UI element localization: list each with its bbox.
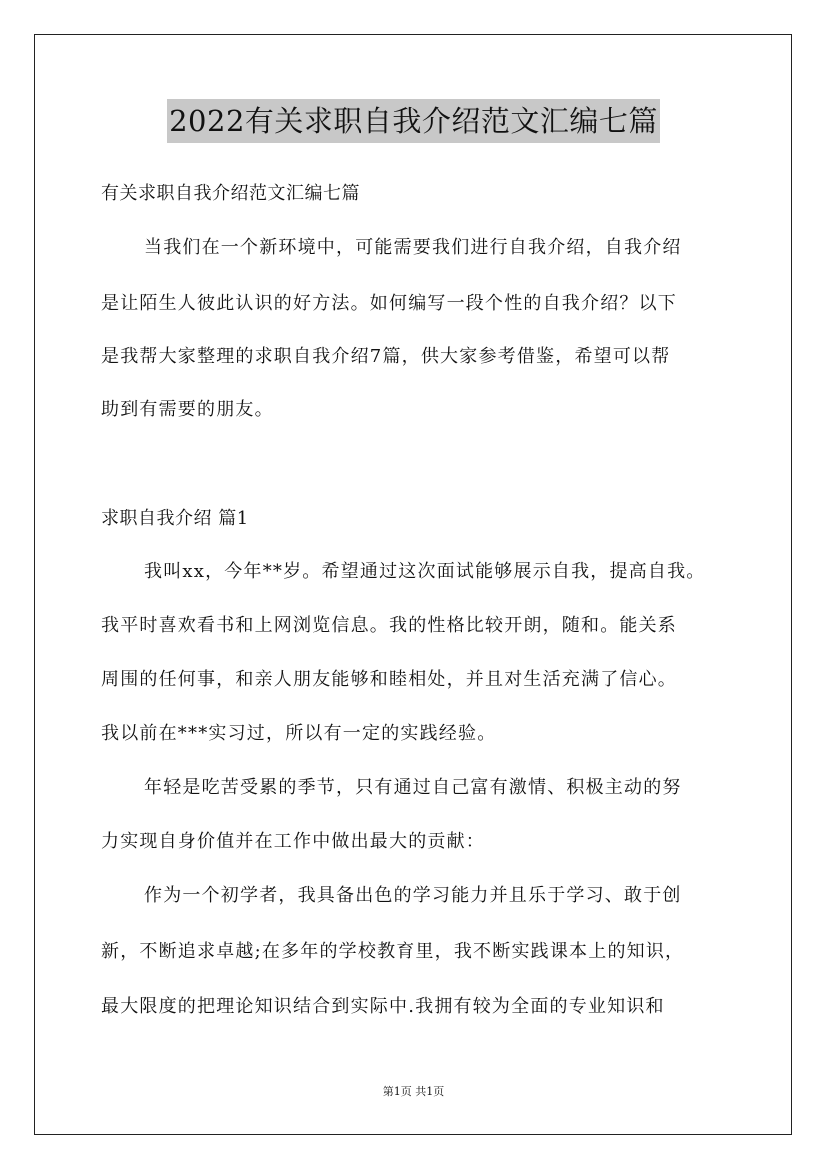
body-line: 周围的任何事，和亲人朋友能够和睦相处，并且对生活充满了信心。 xyxy=(101,669,677,690)
body-line-text: 我叫xx，今年**岁。希望通过这次面试能够展示自我，提高自我。 xyxy=(144,561,706,582)
intro-line-text: 当我们在一个新环境中，可能需要我们进行自我介绍，自我介绍 xyxy=(144,237,682,258)
section-heading: 求职自我介绍 篇1 xyxy=(101,508,249,529)
intro-line: 是我帮大家整理的求职自我介绍7篇，供大家参考借鉴，希望可以帮 xyxy=(101,346,671,367)
body-line: 新，不断追求卓越;在多年的学校教育里，我不断实践课本上的知识， xyxy=(101,941,685,962)
body-line-text: 作为一个初学者，我具备出色的学习能力并且乐于学习、敢于创 xyxy=(144,885,682,906)
body-line: 最大限度的把理论知识结合到实际中.我拥有较为全面的专业知识和 xyxy=(101,996,665,1017)
body-line-text: 年轻是吃苦受累的季节，只有通过自己富有激情、积极主动的努 xyxy=(144,777,682,798)
document-title: 2022有关求职自我介绍范文汇编七篇 xyxy=(167,99,660,143)
body-line: 我以前在***实习过，所以有一定的实践经验。 xyxy=(101,723,497,744)
intro-line xyxy=(101,233,741,263)
intro-line: 是让陌生人彼此认识的好方法。如何编写一段个性的自我介绍？以下 xyxy=(101,293,677,314)
intro-line: 助到有需要的朋友。 xyxy=(101,399,274,420)
body-line xyxy=(101,773,741,803)
body-line: 力实现自身价值并在工作中做出最大的贡献： xyxy=(101,831,485,852)
title-container xyxy=(0,99,827,143)
page-number-footer: 第1页 共1页 xyxy=(382,1085,445,1098)
document-subtitle: 有关求职自我介绍范文汇编七篇 xyxy=(101,183,360,204)
body-line xyxy=(101,557,741,587)
body-line: 我平时喜欢看书和上网浏览信息。我的性格比较开朗，随和。能关系 xyxy=(101,615,677,636)
body-line xyxy=(101,881,741,911)
